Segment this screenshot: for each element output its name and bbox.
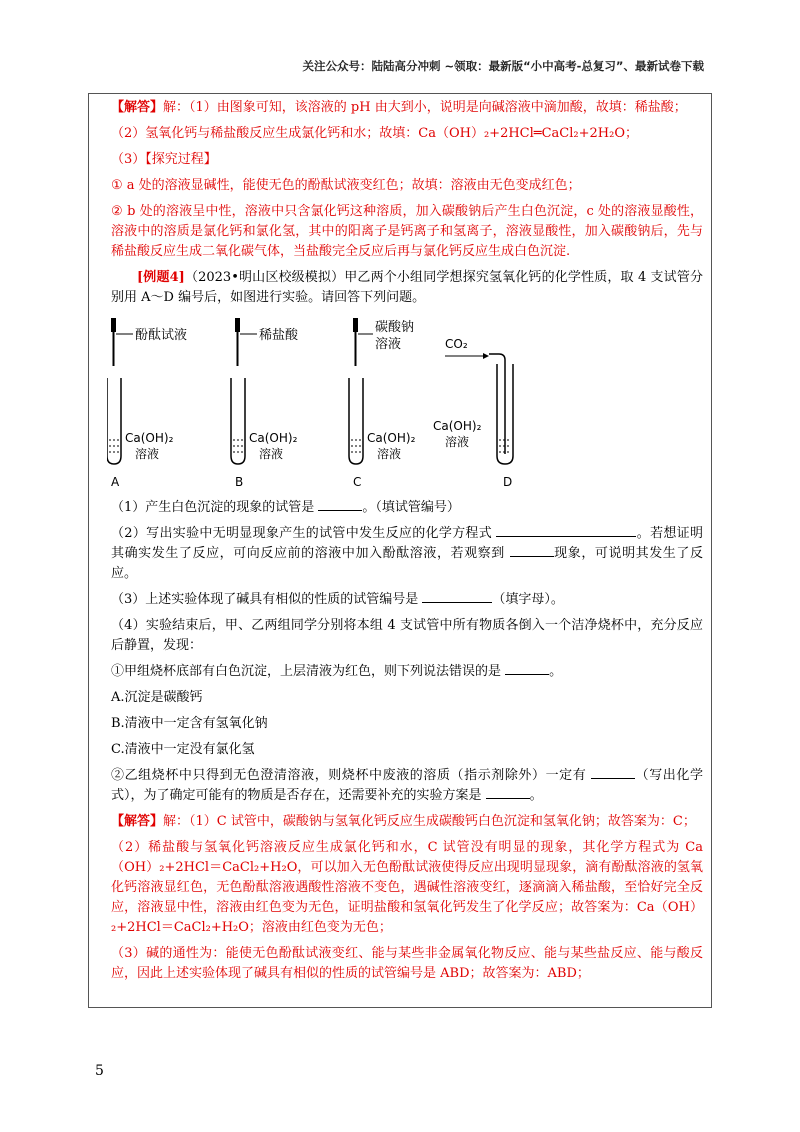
tube-d [433, 337, 513, 489]
q4-2-text-c: 。 [529, 788, 543, 803]
tube-body-a [107, 378, 121, 464]
prev-answer-5: ② b 处的溶液呈中性，溶液中只含氯化钙这种溶质，加入碳酸钠后产生白色沉淀，c 处的溶液显酸性，溶液中的溶质是氯化钙和氯化氢，其中的阳离子是钙离子和氢离子，溶液显酸性，加入碳酸钠后，先与稀盐酸反应生成二氧化碳气体，当盐酸完全反应后再与氯化钙反应生成白色沉淀. [111, 204, 703, 259]
q2-text-b: 。若想证明其确实发生了反应，可向反应前的溶液中加入酚酞溶液，若观察到 [111, 526, 703, 561]
solution-formula-c: Ca(OH)₂ [367, 431, 416, 445]
content-box [88, 93, 712, 1008]
prev-answer-4: ① a 处的溶液显碱性，能使无色的酚酞试液变红色；故填：溶液由无色变成红色； [111, 178, 581, 193]
option-c: C.清液中一定没有氯化氢 [111, 742, 255, 757]
prev-answer-3: （3）【探究过程】 [111, 152, 217, 167]
answer-blank-4-2a[interactable] [591, 766, 635, 779]
solution-formula-d: Ca(OH)₂ [433, 419, 482, 433]
question-2 [111, 524, 703, 584]
question-4: （4）实验结束后，甲、乙两组同学分别将本组 4 支试管中所有物质各倒入一个洁净烧杯中，充分反应后静置，发现： [111, 618, 703, 653]
answer-blank-3[interactable] [422, 590, 492, 603]
tube-b [231, 318, 299, 489]
question-4-1 [111, 662, 703, 682]
co2-arrow-head [483, 353, 489, 359]
prev-answer-1-text: 解：（1）由图象可知，该溶液的 pH 由大到小，说明是向碱溶液中滴加酸，故填：稀盐酸； [163, 100, 687, 115]
question-1 [111, 498, 703, 518]
solution-word-b: 溶液 [259, 447, 284, 461]
answer-blank-2a[interactable] [496, 524, 636, 537]
q4-2-text-b: （写出化学式），为了确定可能有的物质是否存在，还需要补充的实验方案是 [111, 768, 703, 803]
tube-letter-b: B [235, 475, 244, 489]
answer-1-text: 解：（1）C 试管中，碳酸钠与氢氧化钙反应生成碳酸钙白色沉淀和氢氧化钠；故答案为：C； [163, 814, 696, 829]
q2-text-c: 现象，可说明其发生了反应。 [111, 546, 703, 581]
prev-answer-2: （2）氢氧化钙与稀盐酸反应生成氯化钙和水；故填：Ca（OH）₂+2HCl═CaCl₂+2H₂O； [111, 126, 638, 141]
solution-word-a: 溶液 [135, 447, 160, 461]
question-3 [111, 590, 703, 610]
tube-c [349, 318, 416, 489]
q1-text: （1）产生白色沉淀的现象的试管是 [111, 500, 315, 515]
solution-formula-a: Ca(OH)₂ [125, 431, 174, 445]
page-number: 5 [95, 1063, 104, 1079]
answer-2: （2）稀盐酸与氢氧化钙溶液反应生成氯化钙和水，C 试管没有明显的现象，其化学方程式为 Ca（OH）₂+2HCl＝CaCl₂+H₂O，可以加入无色酚酞试液使得反应出现明显现象，滴有酚酞溶液的氢氧化钙溶液显红色，无色酚酞溶液遇酸性溶液不变色，遇碱性溶液变红，逐滴滴入稀盐酸，至恰好完全反应，溶液显中性，溶液由红色变为无色，证明盐酸和氢氧化钙发生了化学反应；故答案为：Ca（OH）₂+2HCl＝CaCl₂+H₂O；溶液由红色变为无色； [111, 840, 703, 935]
answer-blank-2b[interactable] [510, 544, 554, 557]
answer-1 [111, 812, 703, 832]
q4-1-text: ①甲组烧杯底部有白色沉淀，上层清液为红色，则下列说法错误的是 [111, 664, 502, 679]
page-header: 关注公众号：陆陆高分冲刺 ~领取：最新版“小中高考-总复习”、最新试卷下载 [302, 59, 704, 73]
tube-letter-c: C [353, 475, 362, 489]
answer-label-2: 【解答】 [111, 814, 164, 829]
answer-blank-1[interactable] [318, 498, 362, 511]
q3-suffix: （填字母）。 [492, 592, 564, 607]
solution-formula-b: Ca(OH)₂ [249, 431, 298, 445]
experiment-figure [111, 314, 703, 492]
co2-label: CO₂ [445, 337, 468, 351]
option-a: A.沉淀是碳酸钙 [111, 690, 203, 705]
reagent-label-c2: 溶液 [375, 337, 402, 352]
answer-blank-4-1[interactable] [505, 662, 549, 675]
solution-word-d: 溶液 [445, 435, 470, 449]
example-intro-text: （2023•明山区校级模拟）甲乙两个小组同学想探究氢氧化钙的化学性质，取 4 支试管分别用 A～D 编号后，如图进行实验。请回答下列问题。 [111, 270, 703, 305]
tube-letter-d: D [503, 475, 513, 489]
reagent-label-b: 稀盐酸 [259, 328, 299, 343]
reagent-label-a: 酚酞试液 [135, 328, 188, 343]
example-intro [111, 268, 703, 308]
answer-label: 【解答】 [111, 100, 164, 115]
tube-letter-a: A [111, 475, 120, 489]
q4-1-suffix: 。 [549, 664, 563, 679]
q1-suffix: 。（填试管编号） [362, 500, 460, 515]
solution-word-c: 溶液 [377, 447, 402, 461]
q3-text: （3）上述实验体现了碱具有相似的性质的试管编号是 [111, 592, 419, 607]
prev-answer-1 [111, 98, 703, 118]
answer-3: （3）碱的通性为：能使无色酚酞试液变红、能与某些非金属氧化物反应、能与某些盐反应、能与酸反应，因此上述实验体现了碱具有相似的性质的试管编号是 ABD；故答案为：ABD； [111, 946, 703, 981]
experiment-diagram [107, 314, 527, 492]
q2-text-a: （2）写出实验中无明显现象产生的试管中发生反应的化学方程式 [111, 526, 493, 541]
dropper-bulb-a [111, 318, 116, 332]
option-b: B.清液中一定含有氢氧化钠 [111, 716, 268, 731]
question-4-2 [111, 766, 703, 806]
tube-a [107, 318, 187, 489]
example-label: [例题4] [137, 270, 185, 285]
q4-2-text-a: ②乙组烧杯中只得到无色澄清溶液，则烧杯中废液的溶质（指示剂除外）一定有 [111, 768, 587, 783]
reagent-label-c1: 碳酸钠 [375, 320, 415, 335]
answer-blank-4-2b[interactable] [486, 786, 530, 799]
